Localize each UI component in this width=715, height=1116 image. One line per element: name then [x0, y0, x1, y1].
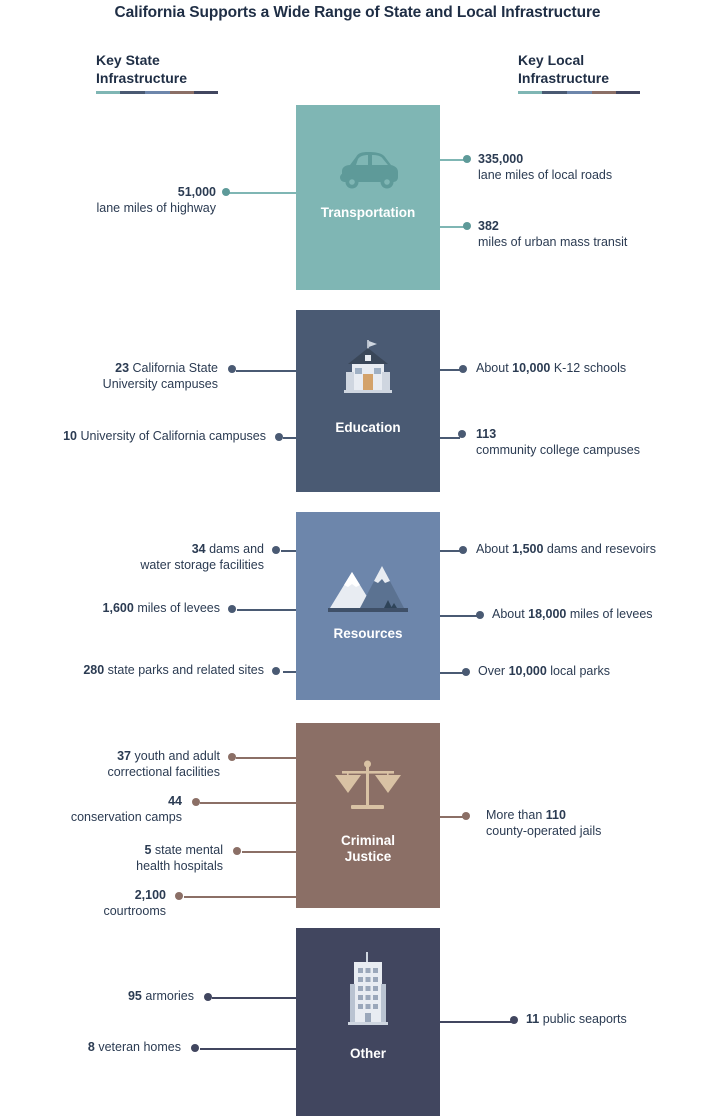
- stat-other-state-1: [20, 989, 194, 1005]
- connector-line: [440, 550, 461, 552]
- stat-prefix: Over: [478, 664, 509, 678]
- stat-prefix: About: [476, 542, 513, 556]
- connector-line: [283, 437, 296, 439]
- connector-dot: [275, 433, 283, 441]
- stat-text: University of California campuses: [80, 429, 266, 443]
- connector-line: [228, 192, 296, 194]
- stat-text-2: water storage facilities: [140, 557, 264, 572]
- stat-text: California State: [132, 361, 218, 375]
- connector-dot: [272, 546, 280, 554]
- category-block-transportation: [296, 105, 440, 290]
- rule-state: [96, 91, 218, 94]
- column-header-local-line2: Infrastructure: [518, 69, 610, 86]
- stat-value: 18,000: [528, 607, 567, 621]
- stat-text: veteran homes: [98, 1040, 181, 1054]
- mountain-icon: [296, 560, 440, 618]
- stat-text-2: University campuses: [102, 376, 218, 391]
- stat-text: local parks: [546, 664, 611, 678]
- connector-dot: [192, 798, 200, 806]
- connector-dot: [458, 430, 466, 438]
- stat-value: 10,000: [508, 664, 547, 678]
- category-label-criminal-justice: [296, 833, 440, 864]
- connector-line: [212, 997, 296, 999]
- column-header-state-line2: Infrastructure: [96, 69, 188, 86]
- connector-line: [440, 672, 464, 674]
- stat-text: state parks and related sites: [107, 663, 264, 677]
- stat-criminal-justice-state-1: [20, 749, 220, 780]
- connector-dot: [463, 222, 471, 230]
- stat-value: 335,000: [478, 152, 524, 166]
- category-block-education: [296, 310, 440, 492]
- category-block-criminal-justice: [296, 723, 440, 908]
- connector-dot: [233, 847, 241, 855]
- stat-text: armories: [145, 989, 194, 1003]
- stat-other-local-1: [526, 1012, 706, 1028]
- rule-local: [518, 91, 640, 94]
- connector-line: [242, 851, 296, 853]
- stat-other-state-2: [20, 1040, 181, 1056]
- stat-resources-state-2: [20, 601, 220, 617]
- stat-text: miles of levees: [566, 607, 653, 621]
- connector-dot: [462, 668, 470, 676]
- category-label-transportation: Transportation: [320, 205, 416, 220]
- connector-line: [237, 609, 296, 611]
- stat-value: 10: [63, 429, 78, 443]
- stat-text-2: correctional facilities: [107, 764, 220, 779]
- connector-line: [236, 757, 296, 759]
- stat-text: courtrooms: [103, 903, 166, 918]
- stat-value: 95: [127, 989, 142, 1003]
- stat-text: lane miles of highway: [96, 200, 216, 215]
- stat-text: miles of urban mass transit: [478, 234, 628, 249]
- connector-dot: [462, 812, 470, 820]
- connector-dot: [222, 188, 230, 196]
- connector-dot: [272, 667, 280, 675]
- category-label-line1: Criminal: [340, 833, 395, 848]
- stat-value: 113: [476, 427, 497, 441]
- category-label-education: Education: [335, 420, 401, 435]
- building-icon: [296, 950, 440, 1026]
- category-block-other: [296, 928, 440, 1116]
- stat-text: community college campuses: [476, 442, 640, 457]
- stat-text: dams and: [209, 542, 264, 556]
- stat-resources-local-2: [492, 607, 712, 623]
- connector-line: [440, 615, 478, 617]
- connector-dot: [459, 546, 467, 554]
- connector-line: [236, 370, 296, 372]
- connector-line: [281, 550, 296, 552]
- connector-dot: [510, 1016, 518, 1024]
- stat-transportation-local-2: [478, 219, 708, 250]
- stat-text: state mental: [154, 843, 223, 857]
- stat-value: 10,000: [512, 361, 551, 375]
- stat-value: 34: [191, 542, 206, 556]
- connector-line: [440, 369, 461, 371]
- stat-text: public seaports: [542, 1012, 627, 1026]
- stat-transportation-local-1: [478, 152, 693, 183]
- stat-value: 110: [545, 808, 566, 822]
- stat-education-local-1: [476, 361, 706, 377]
- stat-resources-local-3: [478, 664, 698, 680]
- connector-line: [440, 1021, 512, 1023]
- stat-resources-state-1: [20, 542, 264, 573]
- stat-education-state-1: [20, 361, 218, 392]
- column-header-state: [96, 52, 226, 87]
- stat-education-state-2: [0, 429, 266, 445]
- stat-prefix: About: [492, 607, 529, 621]
- stat-value: 23: [115, 361, 130, 375]
- stat-value: 382: [478, 219, 499, 233]
- column-header-local: [518, 52, 658, 87]
- stat-transportation-state-1: [20, 185, 216, 216]
- stat-value: 280: [83, 663, 105, 677]
- category-label-line2: Justice: [344, 848, 392, 864]
- connector-line: [184, 896, 296, 898]
- stat-text: youth and adult: [134, 749, 220, 763]
- stat-criminal-justice-state-2: [20, 794, 182, 825]
- column-header-state-line1: Key State: [96, 52, 160, 68]
- stat-value: 37: [117, 749, 132, 763]
- connector-dot: [476, 611, 484, 619]
- category-label-resources: Resources: [333, 626, 403, 641]
- stat-text-2: health hospitals: [136, 858, 223, 873]
- school-icon: [296, 338, 440, 404]
- connector-dot: [191, 1044, 199, 1052]
- stat-criminal-justice-state-3: [20, 843, 223, 874]
- stat-value: 2,100: [134, 888, 166, 902]
- stat-text: K-12 schools: [550, 361, 627, 375]
- category-label-other: Other: [349, 1046, 386, 1061]
- category-block-resources: [296, 512, 440, 700]
- stat-text: lane miles of local roads: [478, 167, 613, 182]
- stat-value: 44: [168, 794, 182, 808]
- stat-text: conservation camps: [70, 809, 182, 824]
- stat-value: 1,500: [512, 542, 544, 556]
- stat-value: 11: [526, 1012, 540, 1026]
- column-header-local-line1: Key Local: [518, 52, 585, 68]
- stat-criminal-justice-local-1: [486, 808, 706, 839]
- connector-line: [200, 802, 296, 804]
- stat-resources-local-1: [476, 542, 714, 558]
- stat-value: 8: [87, 1040, 95, 1054]
- connector-dot: [175, 892, 183, 900]
- stat-text: miles of levees: [137, 601, 220, 615]
- connector-line: [200, 1048, 296, 1050]
- connector-line: [440, 816, 464, 818]
- connector-dot: [228, 605, 236, 613]
- stat-value: 1,600: [102, 601, 134, 615]
- stat-value: 51,000: [177, 185, 216, 199]
- connector-dot: [228, 753, 236, 761]
- connector-line: [283, 671, 296, 673]
- stat-prefix: About: [476, 361, 513, 375]
- page-title: California Supports a Wide Range of State and Local Infrastructure: [114, 4, 601, 21]
- connector-dot: [228, 365, 236, 373]
- stat-criminal-justice-state-4: [20, 888, 166, 919]
- connector-dot: [463, 155, 471, 163]
- stat-resources-state-3: [10, 663, 264, 679]
- connector-dot: [204, 993, 212, 1001]
- connector-line: [440, 437, 460, 439]
- stat-text: dams and resevoirs: [543, 542, 656, 556]
- stat-education-local-2: [476, 427, 706, 458]
- scales-icon: [296, 755, 440, 817]
- stat-value: 5: [144, 843, 152, 857]
- stat-text: county-operated jails: [486, 823, 602, 838]
- stat-prefix: More than: [486, 808, 546, 822]
- car-icon: [296, 147, 440, 191]
- connector-dot: [459, 365, 467, 373]
